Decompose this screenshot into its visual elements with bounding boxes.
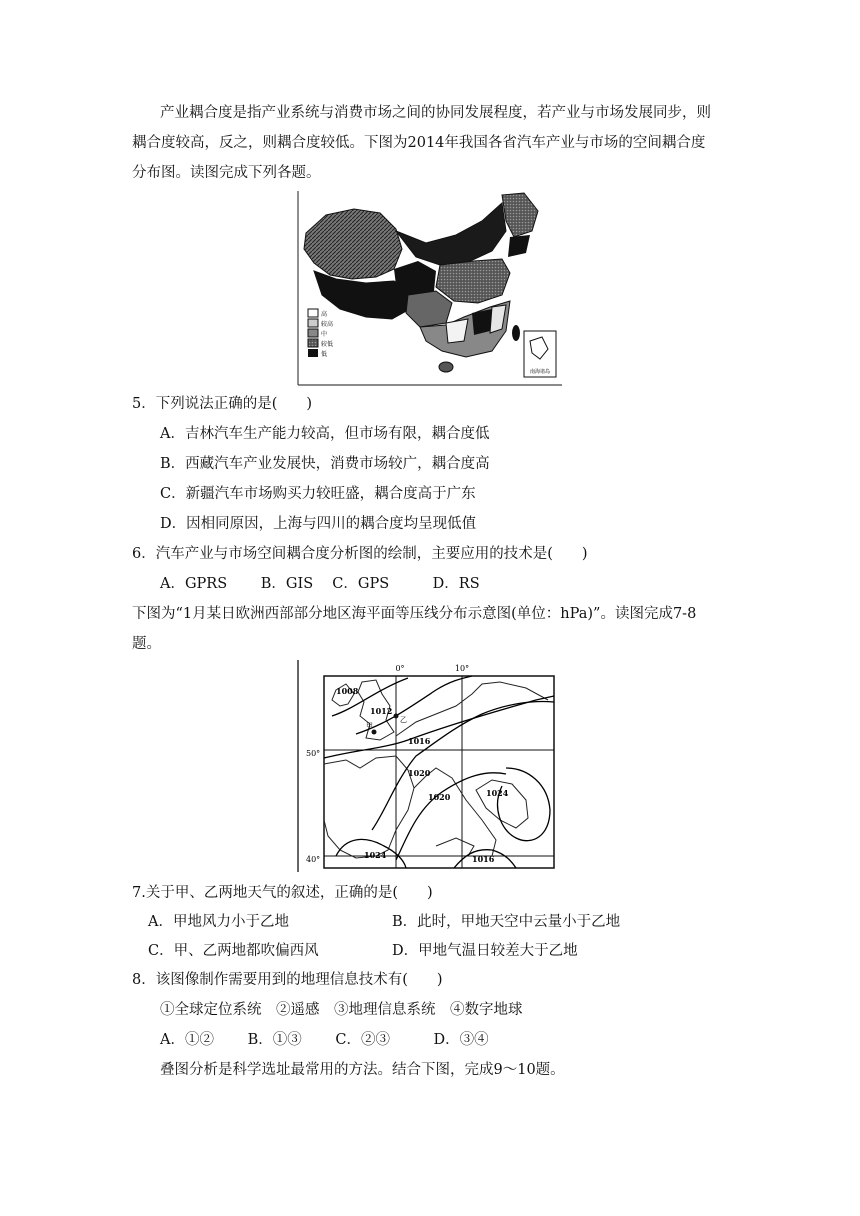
legend-label-3: 中 — [321, 331, 328, 338]
isobar-label: 1024 — [364, 850, 387, 860]
q8-stem: 8．该图像制作需要用到的地理信息技术有( ) — [132, 972, 443, 988]
place-jia-label: 甲 — [366, 722, 373, 730]
q6-stem: 6．汽车产业与市场空间耦合度分析图的绘制，主要应用的技术是( ) — [132, 546, 588, 562]
lon-label-0: 0° — [395, 664, 405, 673]
europe-intro-line-1: 下图为“1月某日欧洲西部部分地区海平面等压线分布示意图(单位：hPa)”。读图完成7-8 — [132, 606, 697, 622]
lat-label-50: 50° — [306, 749, 321, 758]
q6-options[interactable]: A．GPRS B．GIS C．GPS D．RS — [160, 576, 480, 592]
q8-items: ①全球定位系统 ②遥感 ③地理信息系统 ④数字地球 — [160, 1002, 523, 1018]
intro-line-3: 分布图。读图完成下列各题。 — [132, 165, 321, 181]
place-yi-label: 乙 — [400, 716, 407, 724]
q5-option-d[interactable]: D．因相同原因，上海与四川的耦合度均呈现低值 — [160, 516, 477, 532]
region-heilongjiang — [502, 193, 538, 237]
isobar-label: 1012 — [370, 706, 393, 716]
q5-option-c[interactable]: C．新疆汽车市场购买力较旺盛，耦合度高于广东 — [160, 486, 476, 502]
region-central — [436, 259, 510, 303]
q8-options[interactable]: A．①② B．①③ C．②③ D．③④ — [160, 1032, 489, 1048]
intro-line-1: 产业耦合度是指产业系统与消费市场之间的协同发展程度，若产业与市场发展同步，则 — [160, 105, 711, 121]
isobar-label: 1020 — [428, 792, 451, 802]
q5-stem: 5．下列说法正确的是( ) — [132, 396, 313, 412]
intro-line-2: 耦合度较高，反之，则耦合度较低。下图为2014年我国各省汽车产业与市场的空间耦合度 — [132, 135, 706, 151]
q5-option-b[interactable]: B．西藏汽车产业发展快，消费市场较广，耦合度高 — [160, 456, 490, 472]
overlay-intro: 叠图分析是科学选址最常用的方法。结合下图，完成9～10题。 — [160, 1062, 565, 1078]
q5-option-a[interactable]: A．吉林汽车生产能力较高，但市场有限，耦合度低 — [160, 426, 490, 442]
region-inner-mongolia — [396, 203, 506, 265]
legend-label-5: 低 — [321, 351, 328, 358]
china-coupling-map — [296, 191, 564, 387]
isobar-label: 1016 — [472, 854, 495, 864]
europe-isobar-map — [296, 660, 560, 874]
q7-option-d[interactable]: D．甲地气温日较差大于乙地 — [392, 943, 578, 959]
lat-label-40: 40° — [306, 855, 321, 864]
map-legend — [308, 309, 333, 358]
q7-option-c[interactable]: C．甲、乙两地都吹偏西风 — [148, 943, 319, 959]
q7-stem: 7.关于甲、乙两地天气的叙述，正确的是( ) — [132, 885, 433, 901]
legend-label-2: 较高 — [321, 321, 334, 328]
isobar-label: 1020 — [408, 768, 431, 778]
place-yi-dot — [394, 714, 399, 719]
isobar-label: 1008 — [336, 686, 359, 696]
legend-label-4: 较低 — [321, 341, 334, 348]
isobar-label: 1024 — [486, 788, 509, 798]
q7-option-b[interactable]: B．此时，甲地天空中云量小于乙地 — [392, 914, 621, 930]
q7-option-a[interactable]: A．甲地风力小于乙地 — [148, 914, 289, 930]
legend-label-1: 高 — [321, 311, 328, 318]
lon-label-10: 10° — [454, 664, 470, 673]
place-jia-dot — [372, 730, 377, 735]
south-china-sea-inset — [524, 331, 556, 377]
europe-intro-line-2: 题。 — [132, 636, 161, 652]
region-sichuan — [406, 291, 452, 327]
isobar-label: 1016 — [408, 736, 431, 746]
region-xinjiang — [304, 209, 402, 279]
inset-label: 南海诸岛 — [529, 369, 551, 375]
